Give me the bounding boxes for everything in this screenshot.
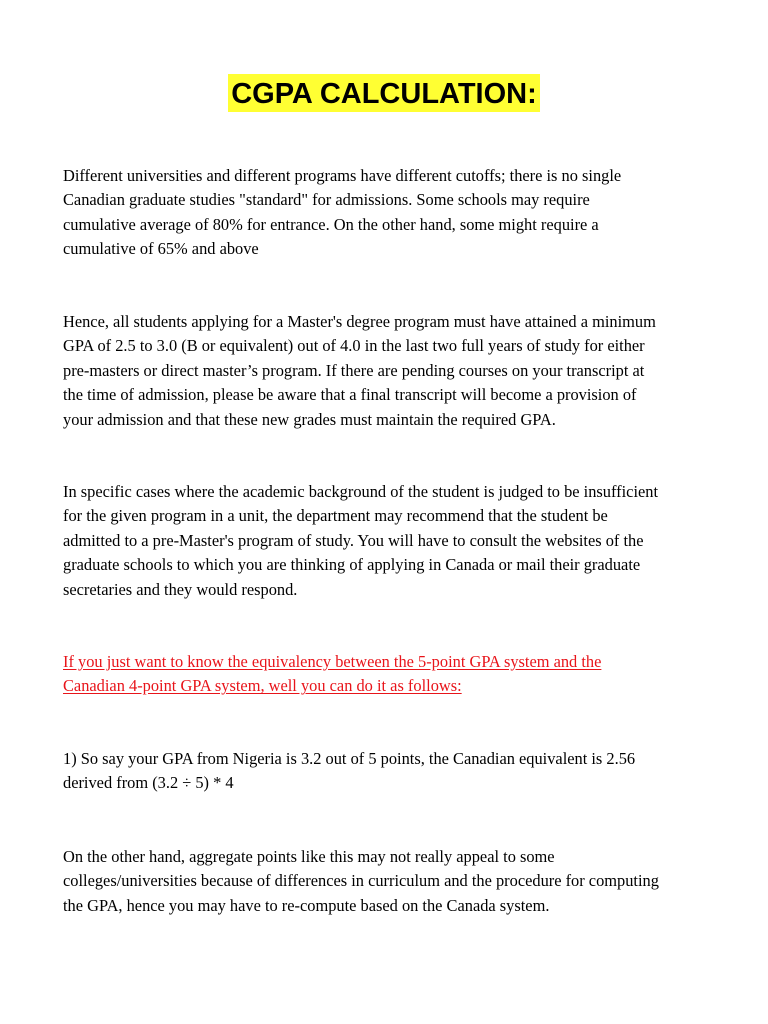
text-line: Different universities and different programs have different cutoffs; there is no single — [63, 166, 622, 185]
page-title-text: CGPA CALCULATION: — [228, 74, 540, 112]
paragraph-equivalency-link[interactable] — [63, 650, 723, 699]
text-line: On the other hand, aggregate points like this may not really appeal to some — [63, 847, 555, 866]
paragraph-aggregate-note — [63, 845, 723, 918]
text-line: for the given program in a unit, the department may recommend that the student be — [63, 506, 608, 526]
page-title — [0, 74, 768, 112]
text-line[interactable]: If you just want to know the equivalency between the 5-point GPA system and the — [63, 652, 602, 671]
text-line: the time of admission, please be aware that a final transcript will become a provision of — [63, 385, 637, 405]
text-line: the GPA, hence you may have to re-compute based on the Canada system. — [63, 895, 550, 915]
text-line: admitted to a pre-Master's program of study. You will have to consult the websites of the — [63, 530, 644, 550]
text-line: cumulative of 65% and above — [63, 239, 259, 259]
paragraph-example-calculation — [63, 747, 723, 796]
paragraph-pre-masters — [63, 480, 723, 602]
paragraph-masters-requirements — [63, 310, 723, 432]
text-line: Canadian graduate studies "standard" for admissions. Some schools may require — [63, 190, 590, 210]
text-line: Hence, all students applying for a Master's degree program must have attained a minimum — [63, 312, 656, 331]
text-line: pre-masters or direct master’s program. If there are pending courses on your transcript at — [63, 360, 645, 380]
text-line: graduate schools to which you are thinking of applying in Canada or mail their graduate — [63, 555, 641, 575]
text-line: GPA of 2.5 to 3.0 (B or equivalent) out of 4.0 in the last two full years of study for either — [63, 336, 645, 356]
text-line: derived from (3.2 ÷ 5) * 4 — [63, 773, 234, 793]
text-line: cumulative average of 80% for entrance. On the other hand, some might require a — [63, 214, 599, 234]
text-line: your admission and that these new grades must maintain the required GPA. — [63, 409, 556, 429]
text-line[interactable]: Canadian 4-point GPA system, well you can do it as follows: — [63, 676, 462, 696]
text-line: secretaries and they would respond. — [63, 579, 298, 599]
text-line: colleges/universities because of differences in curriculum and the procedure for computing — [63, 871, 659, 891]
text-line: 1) So say your GPA from Nigeria is 3.2 out of 5 points, the Canadian equivalent is 2.56 — [63, 749, 636, 768]
text-line: In specific cases where the academic background of the student is judged to be insufficient — [63, 482, 659, 501]
paragraph-cutoffs — [63, 164, 723, 262]
